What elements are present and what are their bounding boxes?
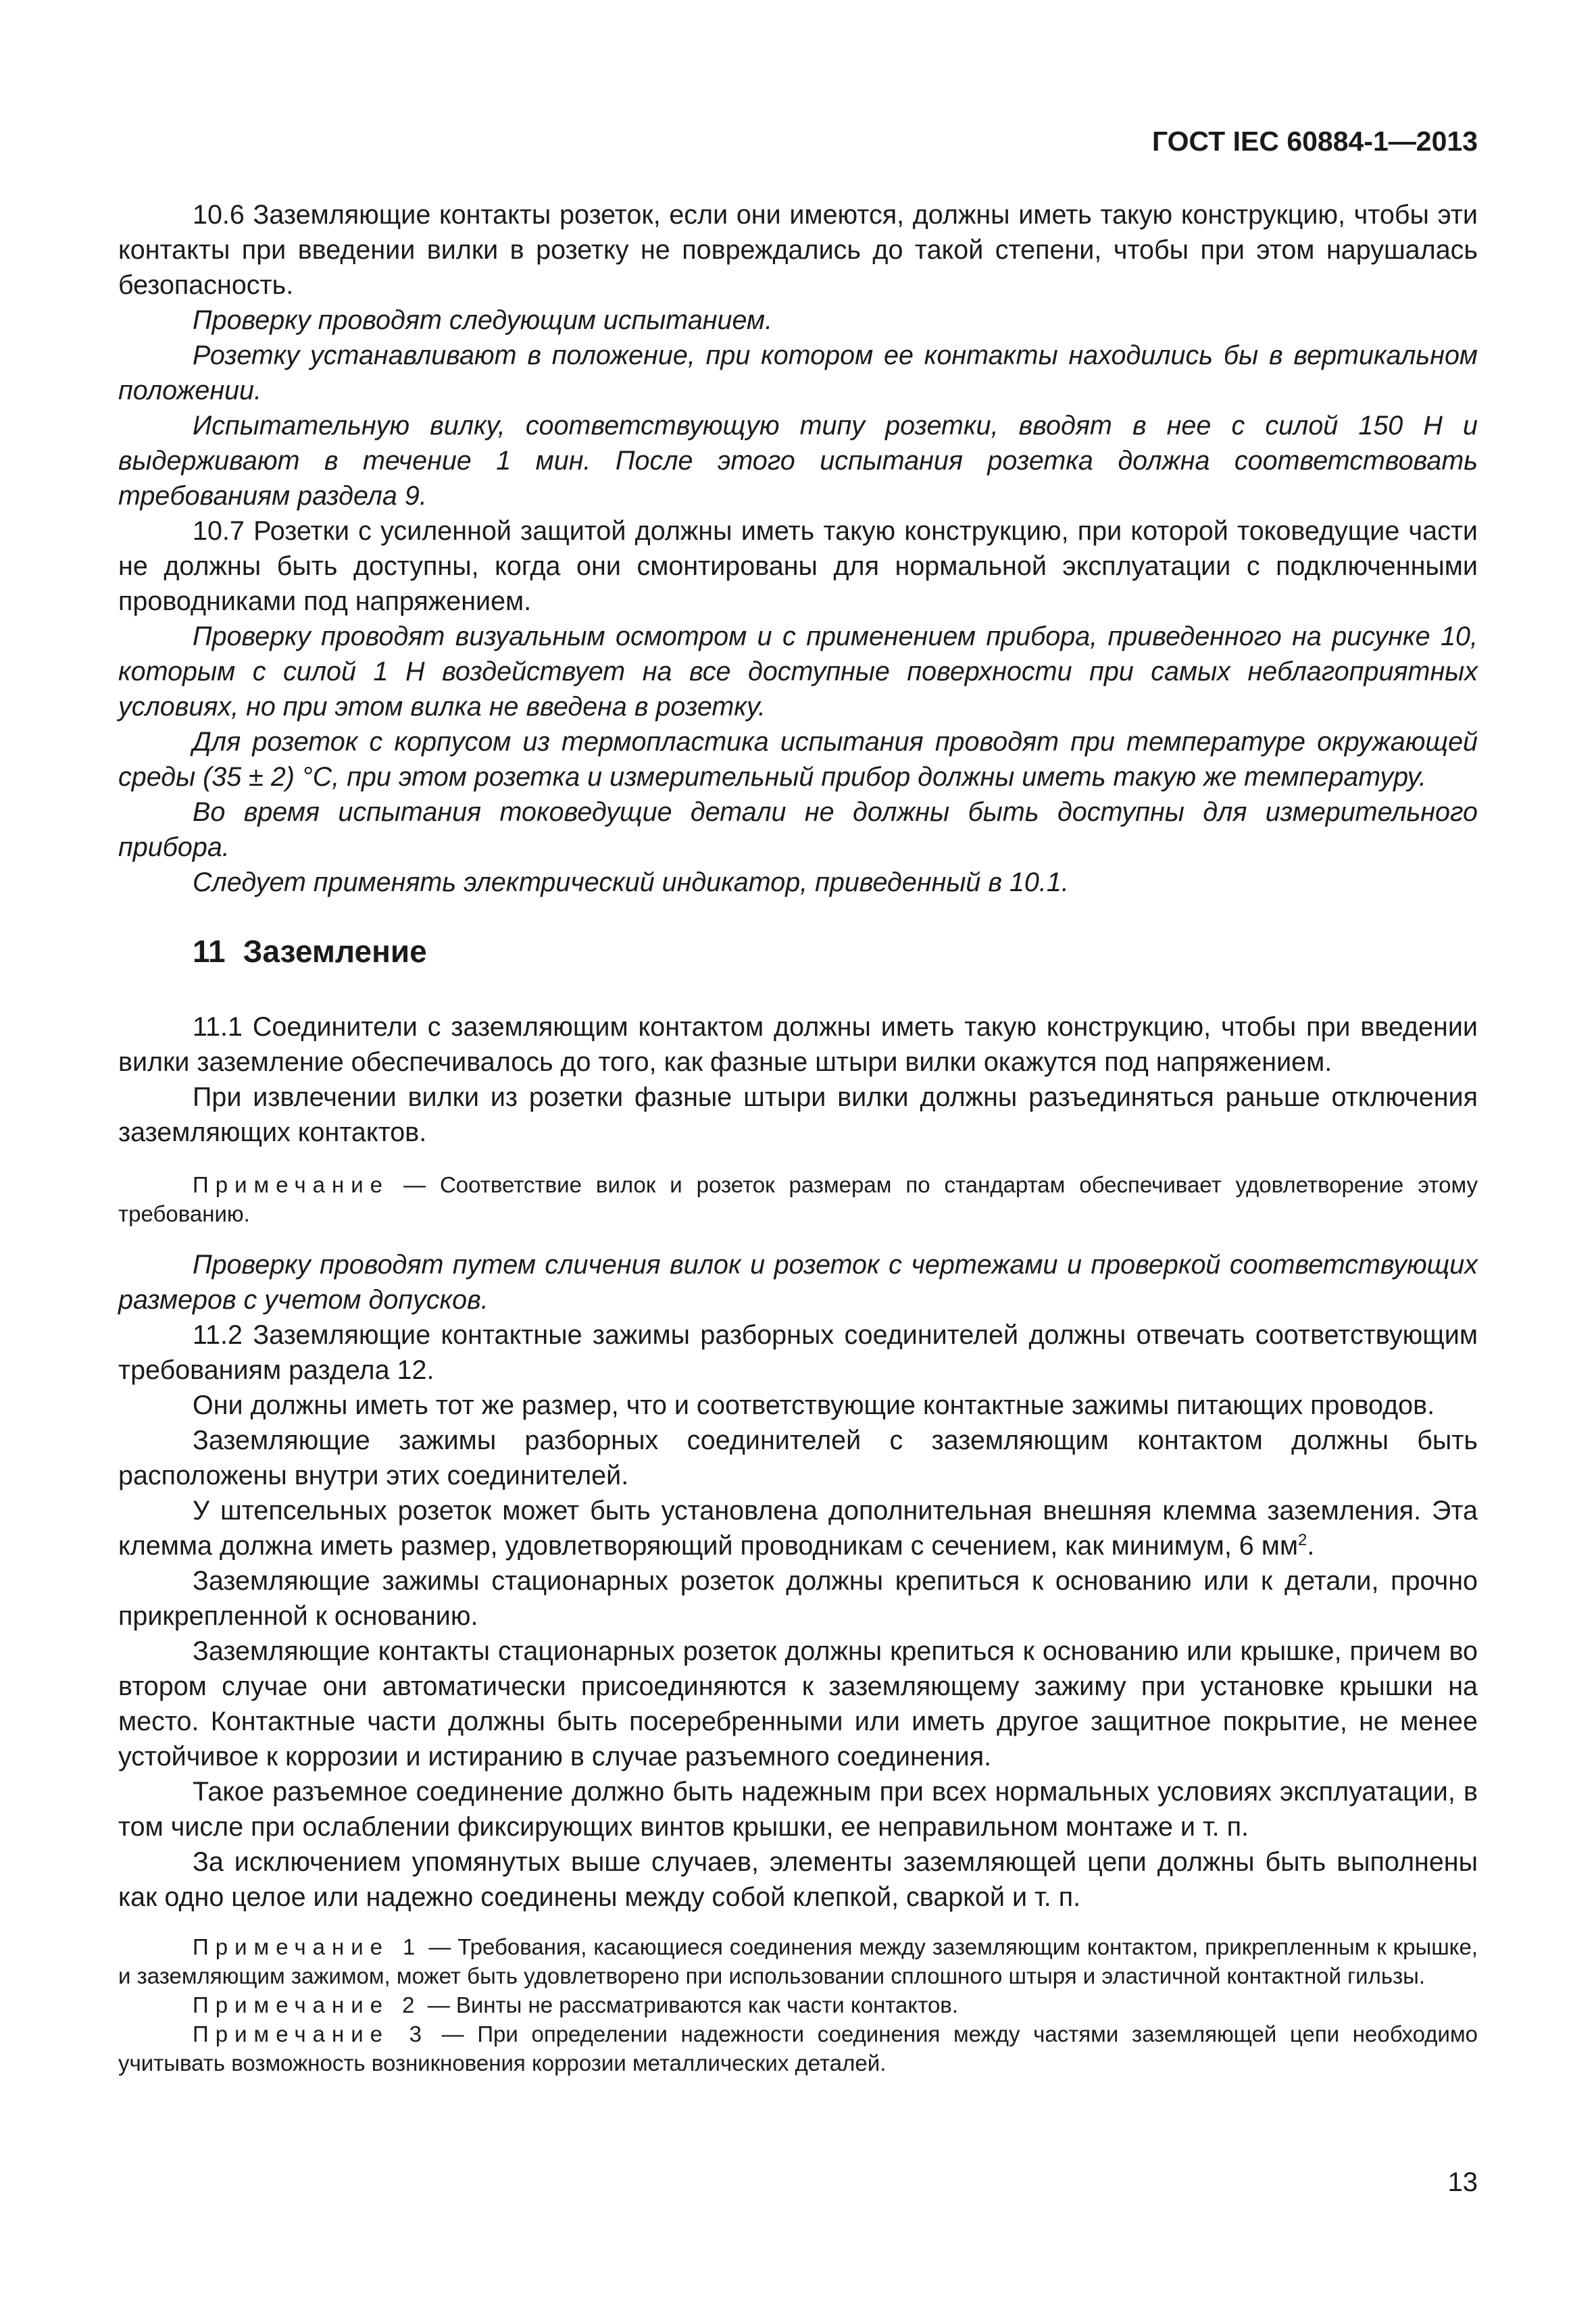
paragraph-10-6-test: Испытательную вилку, соответствующую типу розетки, вводят в нее с силой 150 Н и выдерживают в течение 1 мин. После этого испытания розетка должна соответствовать требованиям раздела 9. xyxy=(118,411,1478,511)
paragraph-11-1-removal: При извлечении вилки из розетки фазные штыри вилки должны разъединяться раньше отключения заземляющих контактов. xyxy=(118,1082,1478,1147)
paragraph-11-2-size: Они должны иметь тот же размер, что и соответствующие контактные зажимы питающих проводов. xyxy=(193,1390,1435,1420)
paragraph-11-2-reliability: Такое разъемное соединение должно быть надежным при всех нормальных условиях эксплуатации, в том числе при ослаблении фиксирующих винтов крышки, ее неправильном монтаже и т. п. xyxy=(118,1777,1478,1842)
paragraph-11-2-fixing: Заземляющие зажимы стационарных розеток должны крепиться к основанию или к детали, прочно прикрепленной к основанию. xyxy=(118,1566,1478,1631)
notes-list xyxy=(118,1932,1478,2078)
paragraph-11-1-check: Проверку проводят путем сличения вилок и розеток с чертежами и проверкой соответствующих размеров с учетом допусков. xyxy=(118,1250,1478,1315)
paragraph-10-7-live-parts: Во время испытания токоведущие детали не должны быть доступны для измерительного прибора. xyxy=(118,797,1478,862)
paragraph-11-2-location: Заземляющие зажимы разборных соединителей с заземляющим контактом должны быть расположены внутри этих соединителей. xyxy=(118,1426,1478,1490)
section-number: 11 xyxy=(193,934,226,969)
note-11-1 xyxy=(118,1170,1478,1228)
paragraph-10-6-check: Проверку проводят следующим испытанием. xyxy=(193,305,773,335)
section-title: Заземление xyxy=(243,934,427,969)
paragraph-10-7-check: Проверку проводят визуальным осмотром и с применением прибора, приведенного на рисунке 10, которым с силой 1 Н воздействует на все доступные поверхности при самых неблагоприятных условиях, но при этом вилка не введена в розетку. xyxy=(118,622,1478,722)
paragraph-10-6: 10.6 Заземляющие контакты розеток, если они имеются, должны иметь такую конструкцию, чтобы эти контакты при введении вилки в розетку не повреждались до такой степени, чтобы при этом нарушалась безопасность. xyxy=(118,200,1478,300)
paragraph-11-2-contacts: Заземляющие контакты стационарных розеток должны крепиться к основанию или крышке, причем во втором случае они автоматически присоединяются к заземляющему зажиму при установке крышки на место. Контактные части должны быть посеребренными или иметь другое защитное покрытие, не менее устойчивое к коррозии и истиранию в случае разъемного соединения. xyxy=(118,1636,1478,1771)
paragraph-10-7: 10.7 Розетки с усиленной защитой должны иметь такую конструкцию, при которой токоведущие части не должны быть доступны, когда они смонтированы для нормальной эксплуатации с подключенными проводниками под напряжением. xyxy=(118,516,1478,616)
note-2: Примечание 2 — Винты не рассматриваются как части контактов. xyxy=(193,1992,958,2017)
paragraph-10-7-thermoplastic: Для розеток с корпусом из термопластика испытания проводят при температуре окружающей среды (35 ± 2) °С, при этом розетка и измерительный прибор должны иметь такую же температуру. xyxy=(118,727,1478,792)
document-body xyxy=(118,197,1478,2078)
page-number: 13 xyxy=(1447,2167,1478,2197)
standard-header: ГОСТ IEC 60884-1—2013 xyxy=(1151,126,1478,157)
paragraph-11-1: 11.1 Соединители с заземляющим контактом должны иметь такую конструкцию, чтобы при введении вилки заземление обеспечивалось до того, как фазные штыри вилки окажутся под напряжением. xyxy=(118,1012,1478,1077)
note-3: Примечание 3 — При определении надежности соединения между частями заземляющей цепи необходимо учитывать возможность возникновения коррозии металлических деталей. xyxy=(118,2021,1478,2076)
paragraph-11-2-exceptions: За исключением упомянутых выше случаев, элементы заземляющей цепи должны быть выполнены как одно целое или надежно соединены между собой клепкой, сваркой и т. п. xyxy=(118,1847,1478,1912)
note-label: Примечание xyxy=(193,1172,390,1197)
section-11-heading xyxy=(193,932,1478,970)
paragraph-10-6-setup: Розетку устанавливают в положение, при котором ее контакты находились бы в вертикальном положении. xyxy=(118,341,1478,405)
paragraph-10-7-indicator: Следует применять электрический индикатор, приведенный в 10.1. xyxy=(193,867,1069,897)
note-text: — Соответствие вилок и розеток размерам по стандартам обеспечивает удовлетворение этому требованию. xyxy=(118,1172,1478,1226)
paragraph-11-2-external-terminal: У штепсельных розеток может быть установлена дополнительная внешняя клемма заземления. Эта клемма должна иметь размер, удовлетворяющий проводникам с сечением, как минимум, 6 $мм^2$. xyxy=(118,1496,1478,1561)
paragraph-11-2: 11.2 Заземляющие контактные зажимы разборных соединителей должны отвечать соответствующим требованиям раздела 12. xyxy=(118,1320,1478,1385)
note-1: Примечание 1 — Требования, касающиеся соединения между заземляющим контактом, прикрепленным к крышке, и заземляющим зажимом, может быть удовлетворено при использовании сплошного штыря и эластичной контактной гильзы. xyxy=(118,1934,1478,1988)
